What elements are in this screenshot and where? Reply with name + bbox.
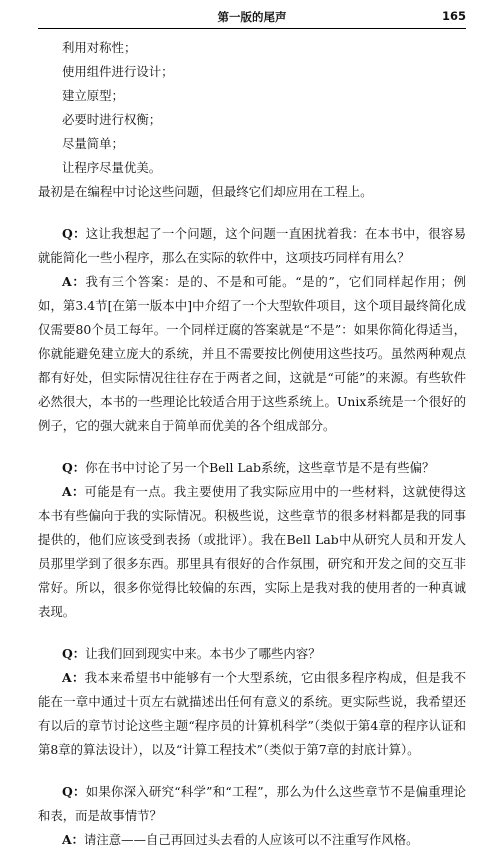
question-1 (38, 222, 466, 270)
page-body (38, 36, 466, 852)
question-2 (38, 456, 466, 480)
answer-label: A： (62, 274, 86, 289)
answer-text: 请注意——自己再回过头去看的人应该可以不注重写作风格。 (84, 832, 419, 847)
header-title: 第一版的尾声 (217, 10, 287, 24)
answer-label: A： (62, 484, 85, 499)
question-4 (38, 780, 466, 828)
principles-list (38, 36, 466, 180)
answer-label: A： (62, 832, 85, 847)
answer-2 (38, 480, 466, 624)
list-item: 尽量简单； (62, 136, 124, 151)
running-header (38, 8, 466, 29)
question-label: Q： (62, 460, 86, 475)
question-3 (38, 642, 466, 666)
question-text: 这让我想起了一个问题，这个问题一直困扰着我：在本书中，很容易就能简化一些小程序，那么在实际的软件中，这项技巧同样有用么？ (38, 226, 467, 265)
list-item: 利用对称性； (62, 40, 137, 55)
list-item: 必要时进行权衡； (62, 112, 162, 127)
answer-3 (38, 666, 466, 762)
closing-sentence: 最初是在编程中讨论这些问题，但最终它们却应用在工程上。 (38, 184, 373, 199)
answer-label: A： (62, 670, 85, 685)
question-text: 如果你深入研究“科学”和“工程”，那么为什么这些章节不是偏重理论和表，而是故事情节？ (38, 784, 466, 823)
list-item: 使用组件进行设计； (62, 64, 174, 79)
answer-text: 我有三个答案：是的、不是和可能。“是的”，它们同样起作用；例如，第3.4节[在第一版本中]中介绍了一个大型软件项目，这个项目最终简化成仅需要80个员工每年。一个同样迂腐的答案就是“不是”：如果你简化得适当，你就能避免建立庞大的系统，并且不需要按比例使用这些技巧。虽然两种观点都有好处，但实际情况往往存在于两者之间，这就是“可能”的来源。有些软件必然很大，本书的一些理论比较适合用于这些系统上。Unix系统是一个很好的例子，它的强大就来自于简单而优美的各个组成部分。 (38, 274, 466, 433)
list-item: 让程序尽量优美。 (62, 160, 162, 175)
question-text: 你在书中讨论了另一个Bell Lab系统，这些章节是不是有些偏？ (85, 460, 435, 475)
list-item: 建立原型； (62, 88, 124, 103)
question-text: 让我们回到现实中来。本书少了哪些内容？ (85, 646, 321, 661)
answer-text: 我本来希望书中能够有一个大型系统，它由很多程序构成，但是我不能在一章中通过十页左右就描述出任何有意义的系统。更实际些说，我希望还有以后的章节讨论这些主题“程序员的计算机科学”（类似于第4章的程序认证和第8章的算法设计），以及“计算工程技术”（类似于第7章的封底计算）。 (38, 670, 466, 757)
question-label: Q： (62, 226, 86, 241)
page-number: 165 (441, 9, 466, 23)
question-label: Q： (62, 784, 86, 799)
answer-1 (38, 270, 466, 438)
question-label: Q： (62, 646, 86, 661)
answer-4 (38, 828, 466, 852)
answer-text: 可能是有一点。我主要使用了我实际应用中的一些材料，这就使得这本书有些偏向于我的实际情况。积极些说，这些章节的很多材料都是我的同事提供的，他们应该受到表扬（或批评）。我在Bell Lab中从研究人员和开发人员那里学到了很多东西。那里具有很好的合作氛围，研究和开发之间的交互非常好。所以，很多你觉得比较偏的东西，实际上是我对我的使用者的一种真诚表现。 (38, 484, 466, 619)
